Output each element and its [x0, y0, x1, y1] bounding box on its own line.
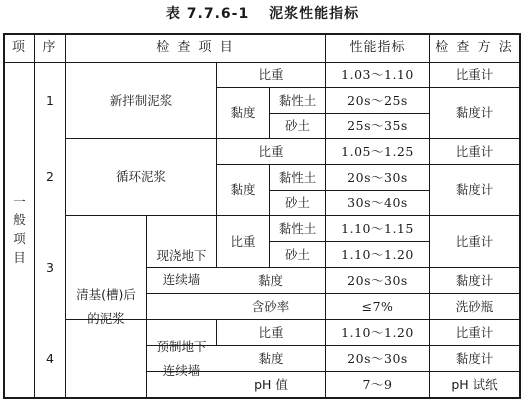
row2-density-label: 比重 [258, 143, 284, 159]
header-indicator: 性能指标 [349, 40, 406, 56]
row1-clay-value: 20s～25s [347, 92, 408, 108]
row2-clay-value: 20s～30s [347, 169, 408, 185]
row4-ph-method: pH 试纸 [451, 376, 498, 392]
row3-clay-label: 黏性土 [278, 220, 317, 236]
table-title [0, 3, 525, 25]
row4-ph-label: pH 值 [254, 376, 288, 392]
row1-clay-label: 黏性土 [278, 92, 317, 108]
row3-4-name: 清基(槽)后的泥浆 [76, 286, 136, 326]
row3-sand-content-label: 含砂率 [251, 298, 290, 314]
header-item: 项 [11, 40, 27, 56]
row1-viscosity-label: 黏度 [230, 105, 256, 120]
row2-viscosity-method: 黏度计 [455, 182, 494, 197]
row4-viscosity-label: 黏度 [258, 350, 284, 366]
group-label: 一般项目 [13, 193, 26, 265]
row3-clay-value: 1.10～1.15 [341, 220, 414, 236]
row3-sand-content-value: ≤7% [361, 298, 394, 314]
row3-viscosity-value: 20s～30s [347, 272, 408, 288]
row3-viscosity-method: 黏度计 [455, 272, 494, 288]
row3-seq: 3 [46, 259, 54, 275]
row3-sub-label: 现浇地下连续墙 [156, 247, 207, 287]
row2-density-method: 比重计 [455, 143, 494, 159]
row2-viscosity-label: 黏度 [230, 182, 256, 197]
row3-sand-content-method: 洗砂瓶 [455, 298, 494, 314]
row2-density-value: 1.05～1.25 [341, 143, 414, 159]
row2-sand-label: 砂土 [284, 195, 310, 210]
row1-density-value: 1.03～1.10 [341, 67, 414, 82]
row4-sub-label: 预制地下连续墙 [156, 338, 207, 378]
row1-seq: 1 [46, 92, 54, 108]
row2-seq: 2 [46, 169, 54, 184]
mud-performance-table [3, 33, 521, 399]
header-check-item: 检 查 项 目 [156, 40, 235, 56]
row1-name: 新拌制泥浆 [109, 92, 173, 108]
row4-viscosity-method: 黏度计 [455, 350, 494, 366]
row2-clay-label: 黏性土 [278, 169, 317, 185]
row3-sand-value: 1.10～1.20 [341, 246, 414, 262]
row3-sand-label: 砂土 [284, 246, 310, 262]
row1-sand-label: 砂土 [284, 118, 310, 133]
row3-density-label: 比重 [230, 233, 256, 249]
row2-name: 循环泥浆 [115, 169, 166, 184]
row2-sand-value: 30s～40s [347, 195, 408, 210]
row4-density-value: 1.10～1.20 [341, 324, 414, 340]
row4-density-label: 比重 [258, 324, 284, 340]
row4-seq: 4 [46, 350, 54, 366]
header-method: 检 查 方 法 [435, 40, 514, 56]
row1-viscosity-method: 黏度计 [455, 105, 494, 120]
row1-density-method: 比重计 [455, 67, 494, 82]
table-title-text: 泥浆性能指标 [269, 6, 360, 22]
row4-ph-value: 7～9 [362, 376, 393, 392]
row3-density-method: 比重计 [455, 233, 494, 249]
row1-sand-value: 25s～35s [347, 118, 408, 133]
row4-density-method: 比重计 [455, 324, 494, 340]
header-seq: 序 [42, 40, 58, 56]
row4-viscosity-value: 20s～30s [347, 350, 408, 366]
table-number: 表 7.7.6-1 [165, 6, 250, 22]
row3-viscosity-label: 黏度 [257, 272, 283, 288]
row1-density-label: 比重 [258, 67, 284, 82]
